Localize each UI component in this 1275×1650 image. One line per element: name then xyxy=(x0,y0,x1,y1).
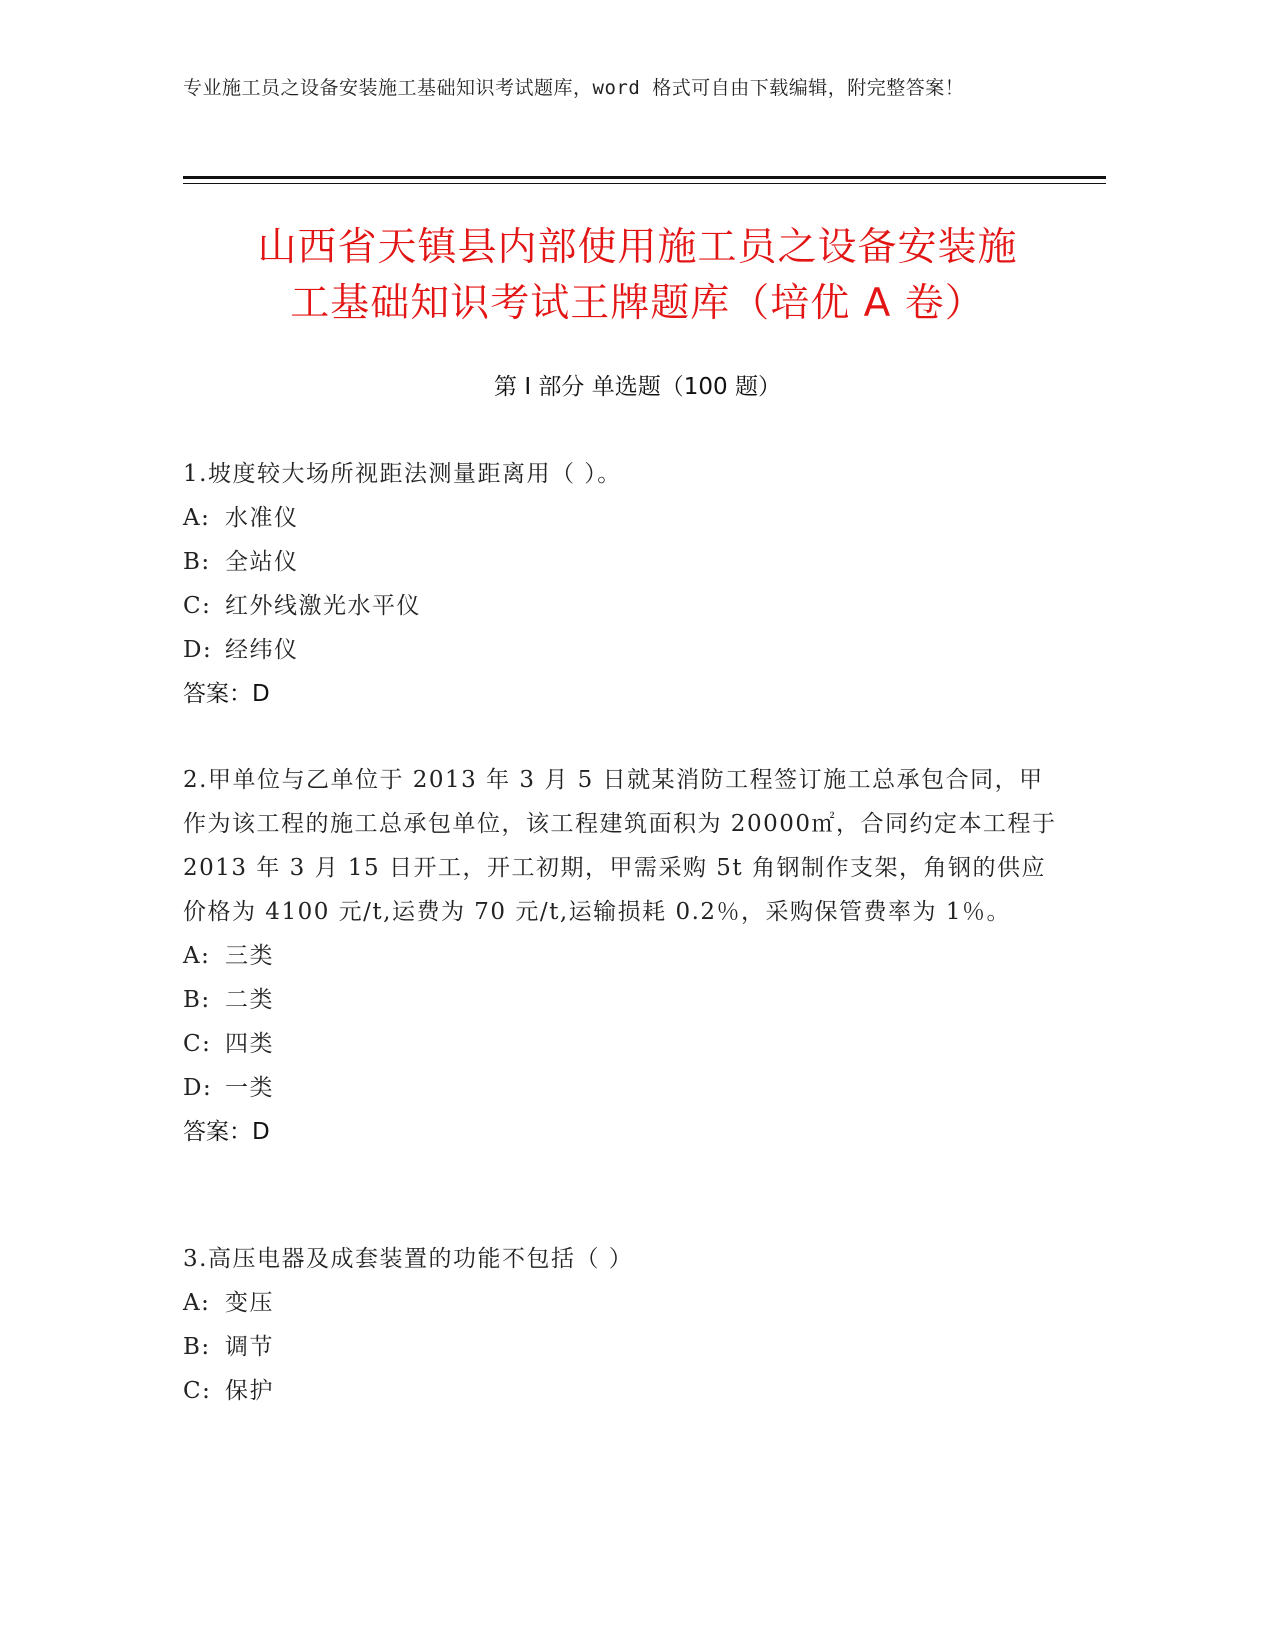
option-key: C: xyxy=(183,1031,212,1057)
question-text: 1.坡度较大场所视距法测量距离用（ ）。 xyxy=(183,461,622,487)
option-text: 水准仪 xyxy=(225,505,299,531)
document-title-line-1: 山西省天镇县内部使用施工员之设备安装施 xyxy=(257,225,1018,270)
answer-line: 答案：D xyxy=(183,1119,270,1145)
header-rule-thick xyxy=(183,176,1106,179)
option-key: B: xyxy=(183,987,211,1013)
option-key: B: xyxy=(183,1334,211,1360)
option-d xyxy=(183,628,1063,672)
option-c xyxy=(183,1022,1063,1066)
option-key: D: xyxy=(183,1075,213,1101)
option-text: 全站仪 xyxy=(225,549,299,575)
option-a xyxy=(183,934,1063,978)
option-text: 变压 xyxy=(225,1290,274,1316)
option-b xyxy=(183,978,1063,1022)
option-key: A: xyxy=(183,505,211,531)
document-title xyxy=(150,220,1125,332)
option-a xyxy=(183,1281,1063,1325)
option-key: A: xyxy=(183,1290,211,1316)
option-text: 三类 xyxy=(225,943,274,969)
option-text: 红外线激光水平仪 xyxy=(225,593,421,619)
question-text: 2.甲单位与乙单位于 2013 年 3 月 5 日就某消防工程签订施工总承包合同，甲作为该工程的施工总承包单位，该工程建筑面积为 20000㎡，合同约定本工程于 2013 年 3 月 15 日开工，开工初期，甲需采购 5t 角钢制作支架，角钢的供应价格为 4100 元/t,运费为 70 元/t,运输损耗 0.2％，采购保管费率为 1％。 xyxy=(183,767,1057,925)
option-text: 一类 xyxy=(225,1075,274,1101)
option-text: 保护 xyxy=(225,1378,274,1404)
option-a xyxy=(183,496,1063,540)
answer-line: 答案：D xyxy=(183,681,270,707)
header-rule-thin xyxy=(183,183,1106,184)
question-text: 3.高压电器及成套装置的功能不包括（ ） xyxy=(183,1246,634,1272)
option-key: D: xyxy=(183,637,213,663)
section-heading: 第 I 部分 单选题（100 题） xyxy=(494,374,781,400)
option-d xyxy=(183,1066,1063,1110)
option-text: 经纬仪 xyxy=(225,637,299,663)
option-key: B: xyxy=(183,549,211,575)
question-block-2 xyxy=(183,758,1063,1154)
option-c xyxy=(183,1369,1063,1413)
question-block-1 xyxy=(183,452,1063,716)
option-key: C: xyxy=(183,593,212,619)
question-block-3 xyxy=(183,1237,1063,1413)
option-text: 四类 xyxy=(225,1031,274,1057)
option-key: C: xyxy=(183,1378,212,1404)
option-c xyxy=(183,584,1063,628)
header-note: 专业施工员之设备安装施工基础知识考试题库，word 格式可自由下载编辑，附完整答案！ xyxy=(183,77,965,99)
option-text: 二类 xyxy=(225,987,274,1013)
option-b xyxy=(183,1325,1063,1369)
option-text: 调节 xyxy=(225,1334,274,1360)
document-title-line-2: 工基础知识考试王牌题库（培优 A 卷） xyxy=(290,281,985,326)
option-b xyxy=(183,540,1063,584)
option-key: A: xyxy=(183,943,211,969)
